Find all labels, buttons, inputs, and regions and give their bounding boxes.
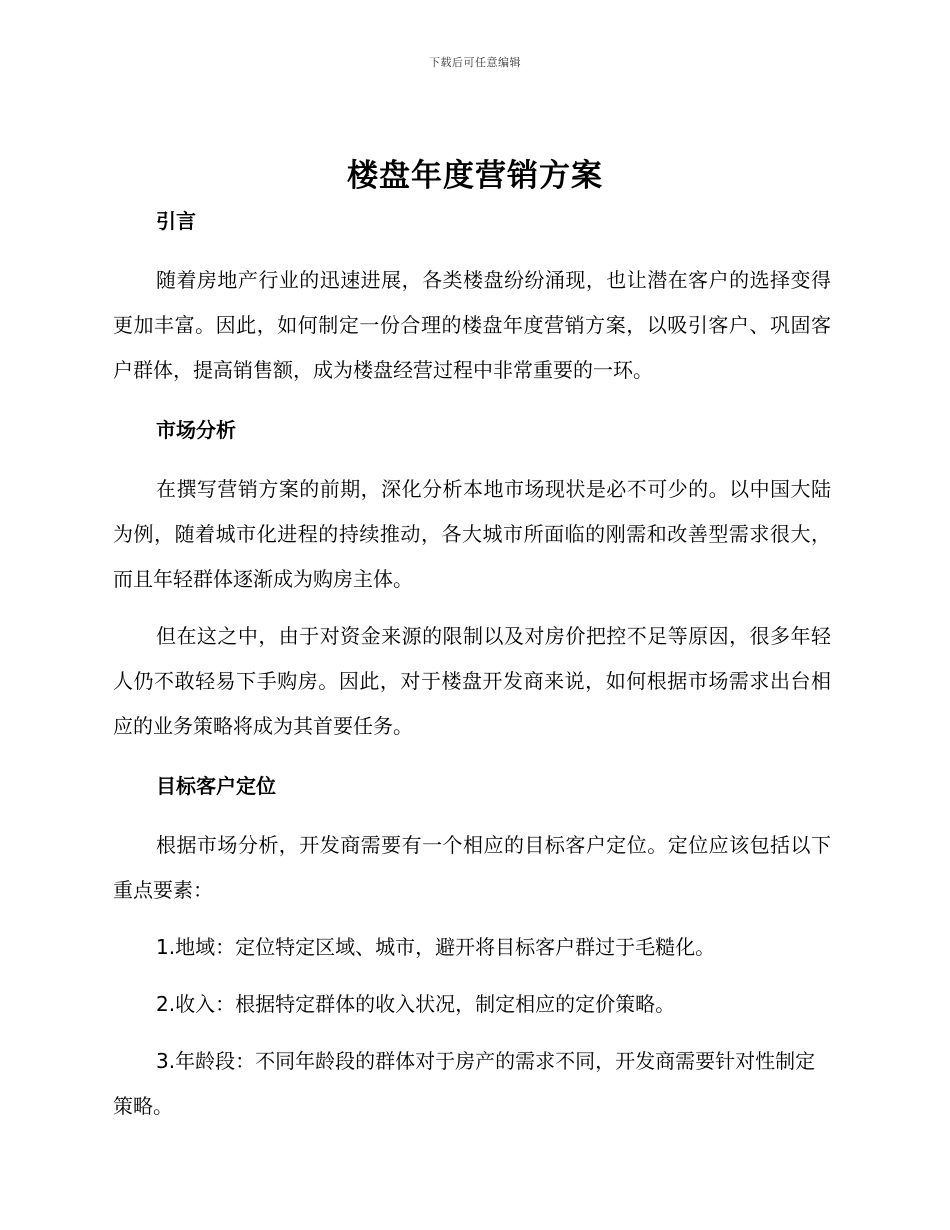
intro-paragraph: 随着房地产行业的迅速进展，各类楼盘纷纷涌现，也让潜在客户的选择变得更加丰富。因此，如何制定一份合理的楼盘年度营销方案，以吸引客户、巩固客户群体，提高销售额，成为楼盘经营过程中非常重要的一环。	[113, 268, 831, 382]
section-intro	[113, 206, 831, 393]
document-title: 楼盘年度营销方案	[347, 158, 603, 194]
market-paragraph-2: 但在这之中，由于对资金来源的限制以及对房价把控不足等原因，很多年轻人仍不敢轻易下手购房。因此，对于楼盘开发商来说，如何根据市场需求出台相应的业务策略将成为其首要任务。	[113, 624, 831, 738]
section-target	[113, 771, 831, 1129]
section-heading-target: 目标客户定位	[156, 774, 276, 798]
target-item-income: 2.收入：根据特定群体的收入状况，制定相应的定价策略。	[156, 992, 676, 1016]
document-body	[113, 200, 831, 1129]
section-heading-market: 市场分析	[156, 418, 236, 442]
market-paragraph-1: 在撰写营销方案的前期，深化分析本地市场现状是必不可少的。以中国大陆为例，随着城市化进程的持续推动，各大城市所面临的刚需和改善型需求很大，而且年轻群体逐渐成为购房主体。	[113, 477, 831, 591]
target-item-age: 3.年龄段：不同年龄段的群体对于房产的需求不同，开发商需要针对性制定策略。	[113, 1049, 816, 1118]
target-item-region: 1.地域：定位特定区域、城市，避开将目标客户群过于毛糙化。	[156, 935, 716, 959]
target-paragraph: 根据市场分析，开发商需要有一个相应的目标客户定位。定位应该包括以下重点要素：	[113, 833, 831, 902]
section-market	[113, 415, 831, 749]
header-note: 下载后可任意编辑	[429, 56, 521, 69]
section-heading-intro: 引言	[156, 209, 196, 233]
